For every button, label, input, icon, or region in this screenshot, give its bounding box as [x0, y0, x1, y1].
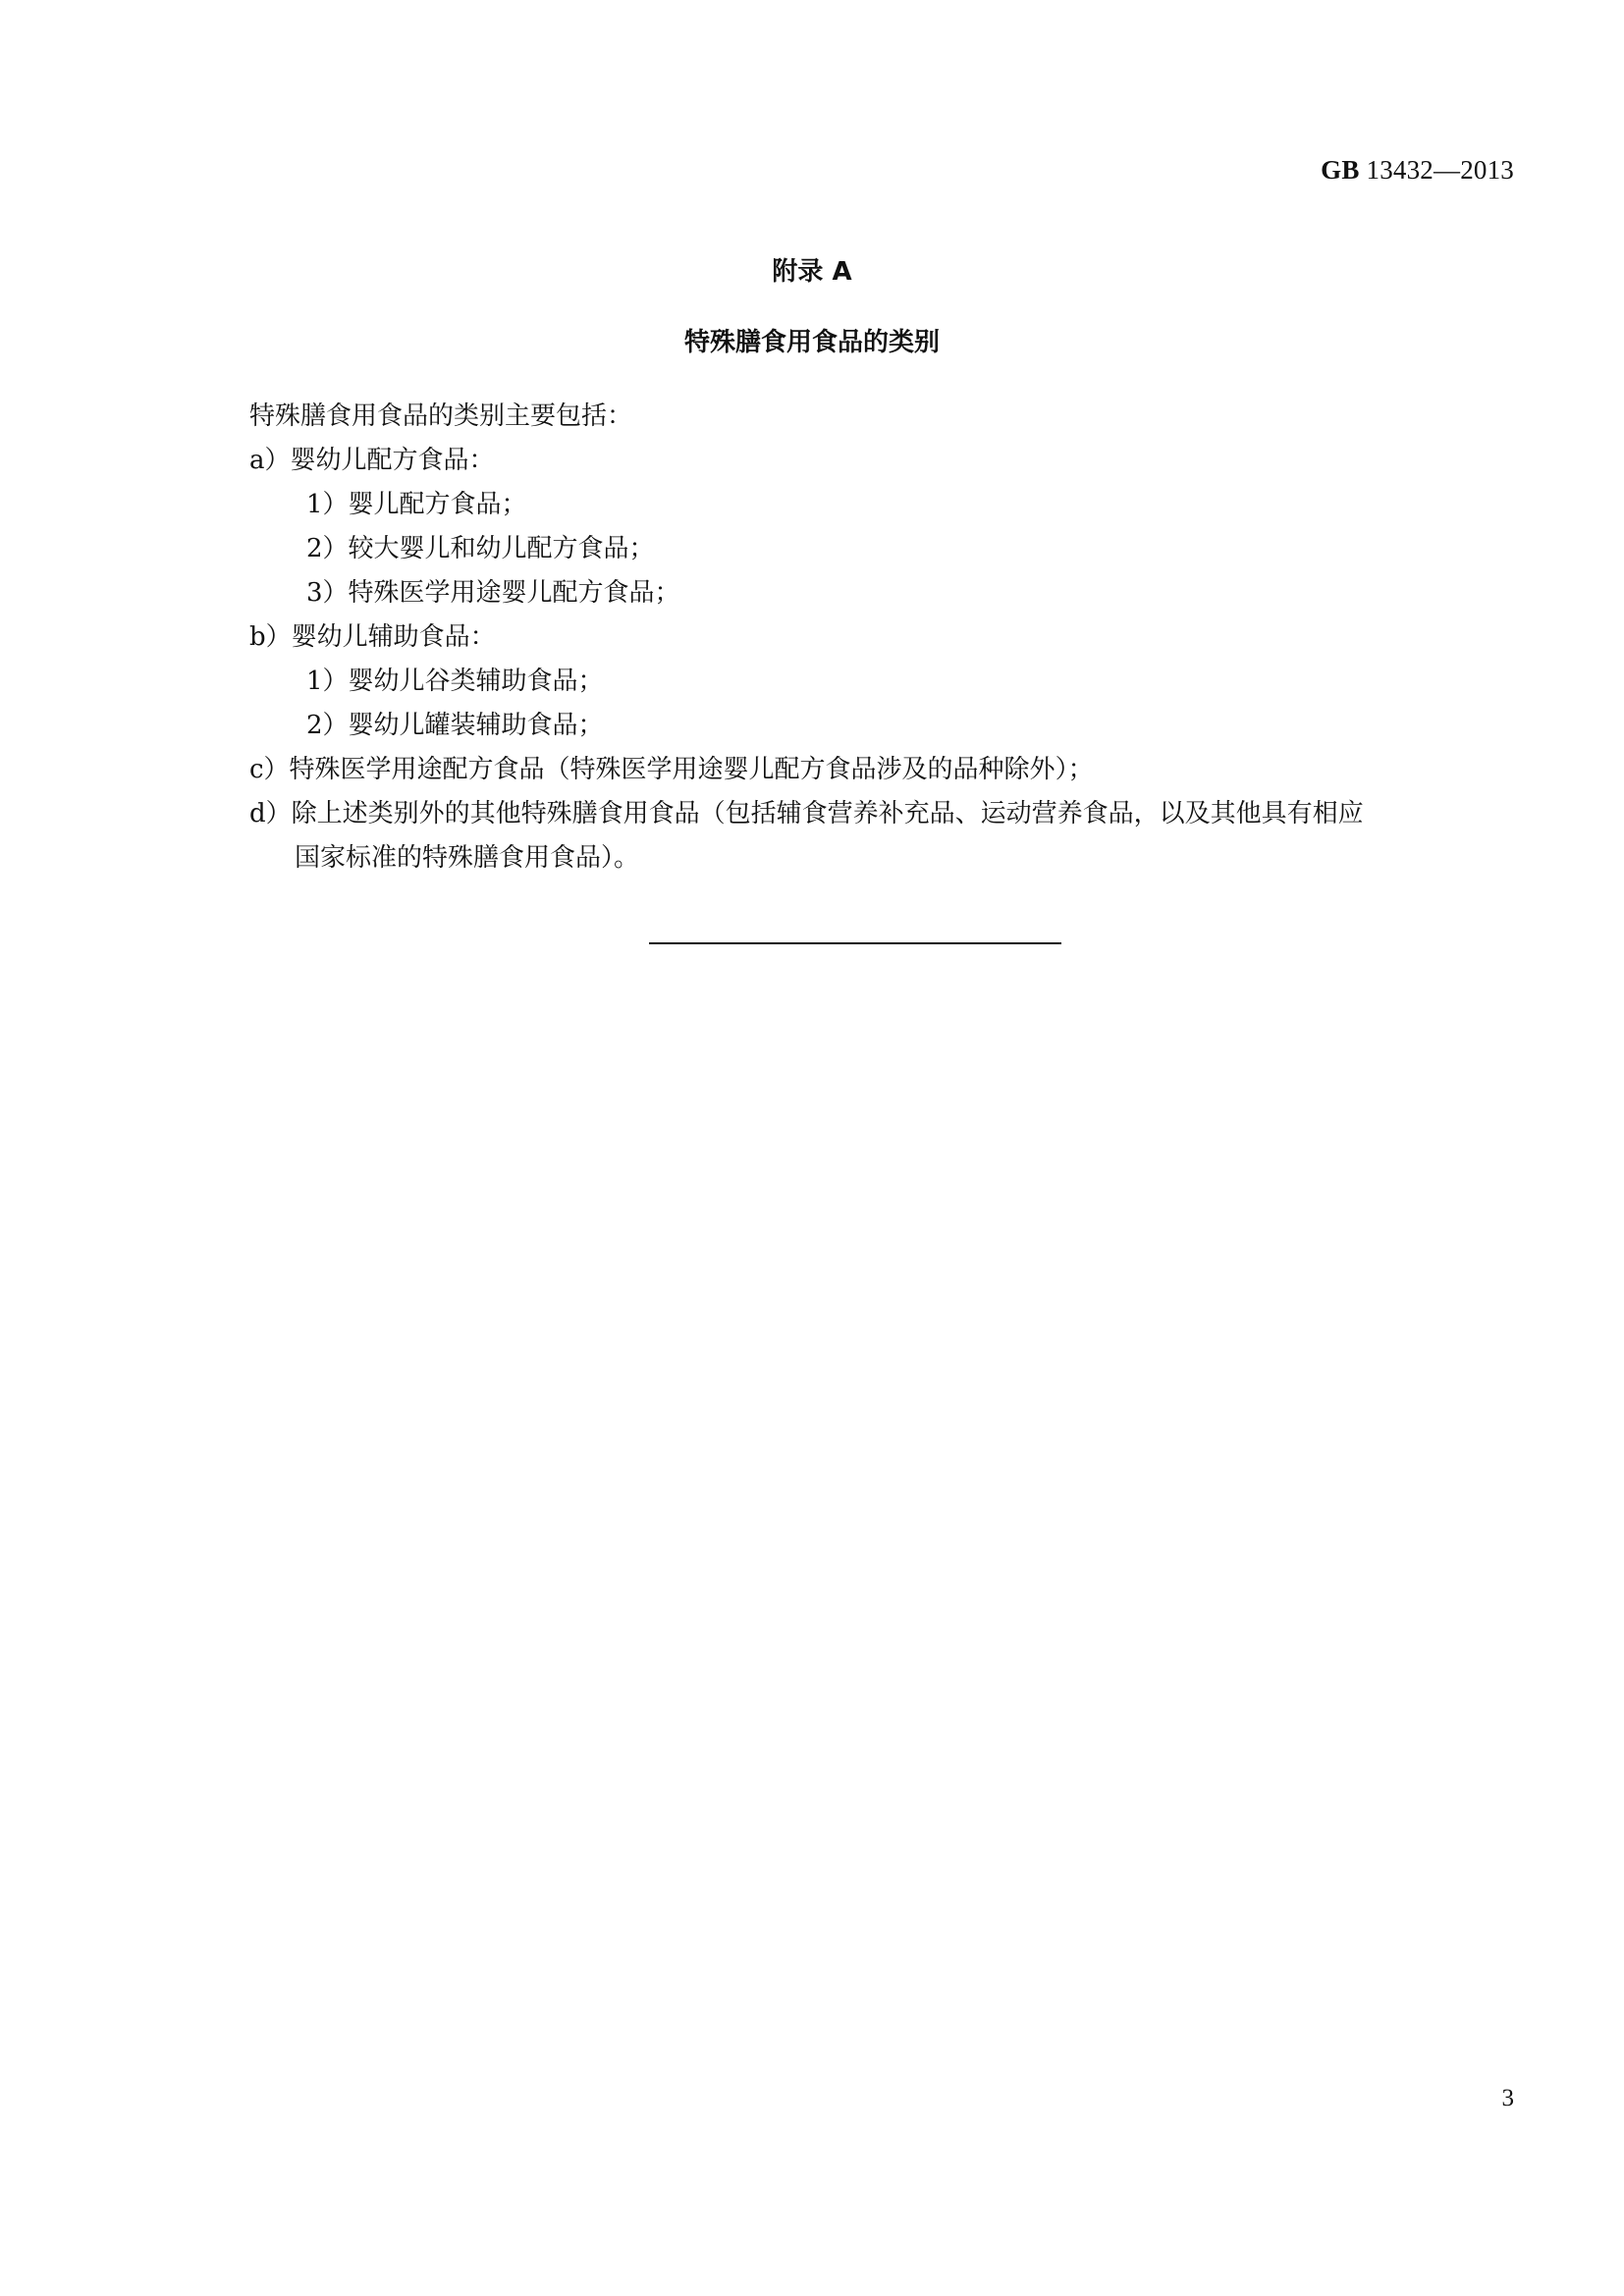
- standard-number: 13432—2013: [1366, 155, 1514, 185]
- list-item-a-1: 1）婴儿配方食品；: [306, 490, 527, 519]
- list-item-d-continuation: 国家标准的特殊膳食用食品）。: [295, 843, 640, 873]
- annex-title: 特殊膳食用食品的类别: [683, 328, 940, 357]
- list-item-b-1: 1）婴幼儿谷类辅助食品；: [306, 667, 604, 696]
- intro-paragraph: 特殊膳食用食品的类别主要包括：: [249, 401, 633, 431]
- annex-label: 附录 A: [772, 257, 852, 287]
- standard-number-header: [1321, 155, 1514, 186]
- annex-body: [249, 395, 1516, 881]
- list-item-a: a）婴幼儿配方食品：: [249, 446, 495, 475]
- list-item-d: d）除上述类别外的其他特殊膳食用食品（包括辅食营养补充品、运动营养食品，以及其他具有相应: [249, 799, 1364, 828]
- list-item-a-3: 3）特殊医学用途婴儿配方食品；: [306, 578, 680, 608]
- list-item-b-2: 2）婴幼儿罐装辅助食品；: [306, 711, 604, 740]
- page-number: 3: [1501, 2085, 1514, 2111]
- list-item-c: c）特殊医学用途配方食品（特殊医学用途婴儿配方食品涉及的品种除外）；: [249, 755, 1094, 784]
- standard-prefix: GB: [1321, 155, 1360, 185]
- end-of-text-rule: [649, 942, 1061, 944]
- list-item-b: b）婴幼儿辅助食品：: [249, 622, 496, 652]
- list-item-a-2: 2）较大婴儿和幼儿配方食品；: [306, 534, 655, 563]
